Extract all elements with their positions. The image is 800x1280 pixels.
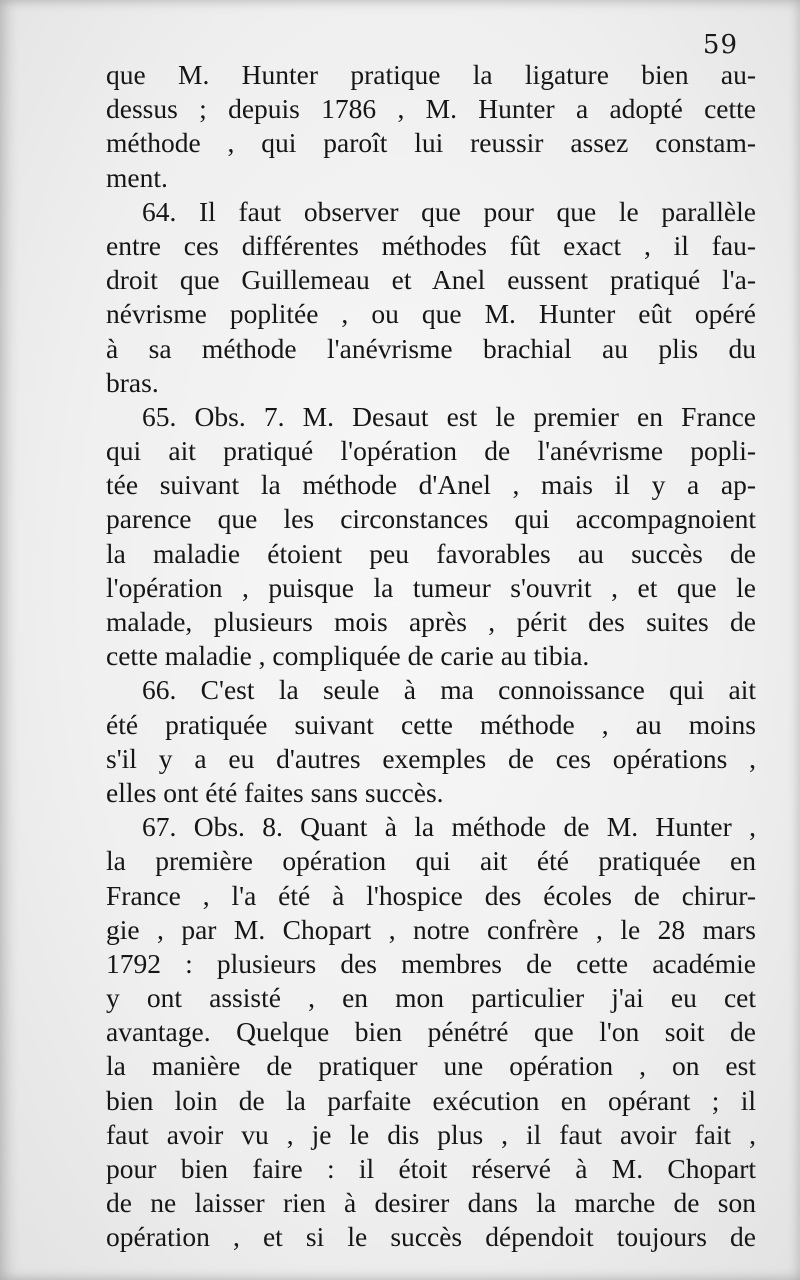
text-line: que M. Hunter pratique la ligature bien au- bbox=[106, 59, 756, 90]
text-line: s'il y a eu d'autres exemples de ces opérations , bbox=[106, 742, 756, 774]
text-line: de ne laisser rien à desirer dans la marche de son bbox=[106, 1187, 756, 1219]
text-line: cette maladie , compliquée de carie au tibia. bbox=[106, 640, 590, 672]
text-line: 1792 : plusieurs des membres de cette académie bbox=[106, 947, 756, 979]
text-line: 65. Obs. 7. M. Desaut est le premier en France bbox=[142, 400, 756, 432]
text-line: ment. bbox=[106, 161, 168, 193]
text-line: bras. bbox=[106, 366, 159, 398]
text-line: été pratiquée suivant cette méthode , au moins bbox=[106, 708, 756, 740]
text-line: 64. Il faut observer que pour que le parallèle bbox=[142, 195, 756, 227]
page-number: 59 bbox=[702, 30, 738, 60]
text-line: elles ont été faites sans succès. bbox=[106, 776, 444, 808]
text-line: méthode , qui paroît lui reussir assez constam- bbox=[106, 127, 756, 159]
text-line: entre ces différentes méthodes fût exact , il fau- bbox=[106, 229, 756, 261]
text-line: y ont assisté , en mon particulier j'ai eu cet bbox=[106, 982, 756, 1014]
paragraph-65 bbox=[106, 400, 756, 674]
text-line: opération , et si le succès dépendoit toujours de bbox=[106, 1221, 756, 1253]
text-line: faut avoir vu , je le dis plus , il faut avoir fait , bbox=[106, 1118, 756, 1150]
paragraph-64 bbox=[106, 195, 756, 400]
text-line: la première opération qui ait été pratiquée en bbox=[106, 845, 756, 877]
paragraph-67 bbox=[106, 810, 756, 1254]
text-line: l'opération , puisque la tumeur s'ouvrit , et que le bbox=[106, 571, 756, 603]
body-text bbox=[106, 58, 756, 1255]
paragraph-continued bbox=[106, 58, 756, 195]
text-line: gie , par M. Chopart , notre confrère , le 28 mars bbox=[106, 913, 756, 945]
text-line: 66. C'est la seule à ma connoissance qui ait bbox=[142, 674, 756, 706]
text-line: névrisme poplitée , ou que M. Hunter eût opéré bbox=[106, 298, 756, 330]
text-line: pour bien faire : il étoit réservé à M. Chopart bbox=[106, 1153, 756, 1184]
text-line: qui ait pratiqué l'opération de l'anévrisme popli- bbox=[106, 435, 756, 467]
text-line: la maladie étoient peu favorables au succès de bbox=[106, 537, 756, 569]
text-line: avantage. Quelque bien pénétré que l'on soit de bbox=[106, 1016, 756, 1048]
text-line: à sa méthode l'anévrisme brachial au plis du bbox=[106, 332, 756, 364]
text-line: droit que Guillemeau et Anel eussent pratiqué l'a- bbox=[106, 264, 756, 296]
text-line: France , l'a été à l'hospice des écoles de chirur- bbox=[106, 879, 756, 911]
text-line: parence que les circonstances qui accompagnoient bbox=[106, 503, 756, 535]
text-line: 67. Obs. 8. Quant à la méthode de M. Hunter , bbox=[142, 811, 756, 843]
text-line: malade, plusieurs mois après , périt des suites de bbox=[106, 606, 756, 637]
text-line: dessus ; depuis 1786 , M. Hunter a adopté cette bbox=[106, 93, 756, 125]
text-line: tée suivant la méthode d'Anel , mais il y a ap- bbox=[106, 469, 756, 501]
paragraph-66 bbox=[106, 673, 756, 810]
text-line: la manière de pratiquer une opération , on est bbox=[106, 1050, 756, 1082]
text-line: bien loin de la parfaite exécution en opérant ; il bbox=[106, 1084, 756, 1116]
